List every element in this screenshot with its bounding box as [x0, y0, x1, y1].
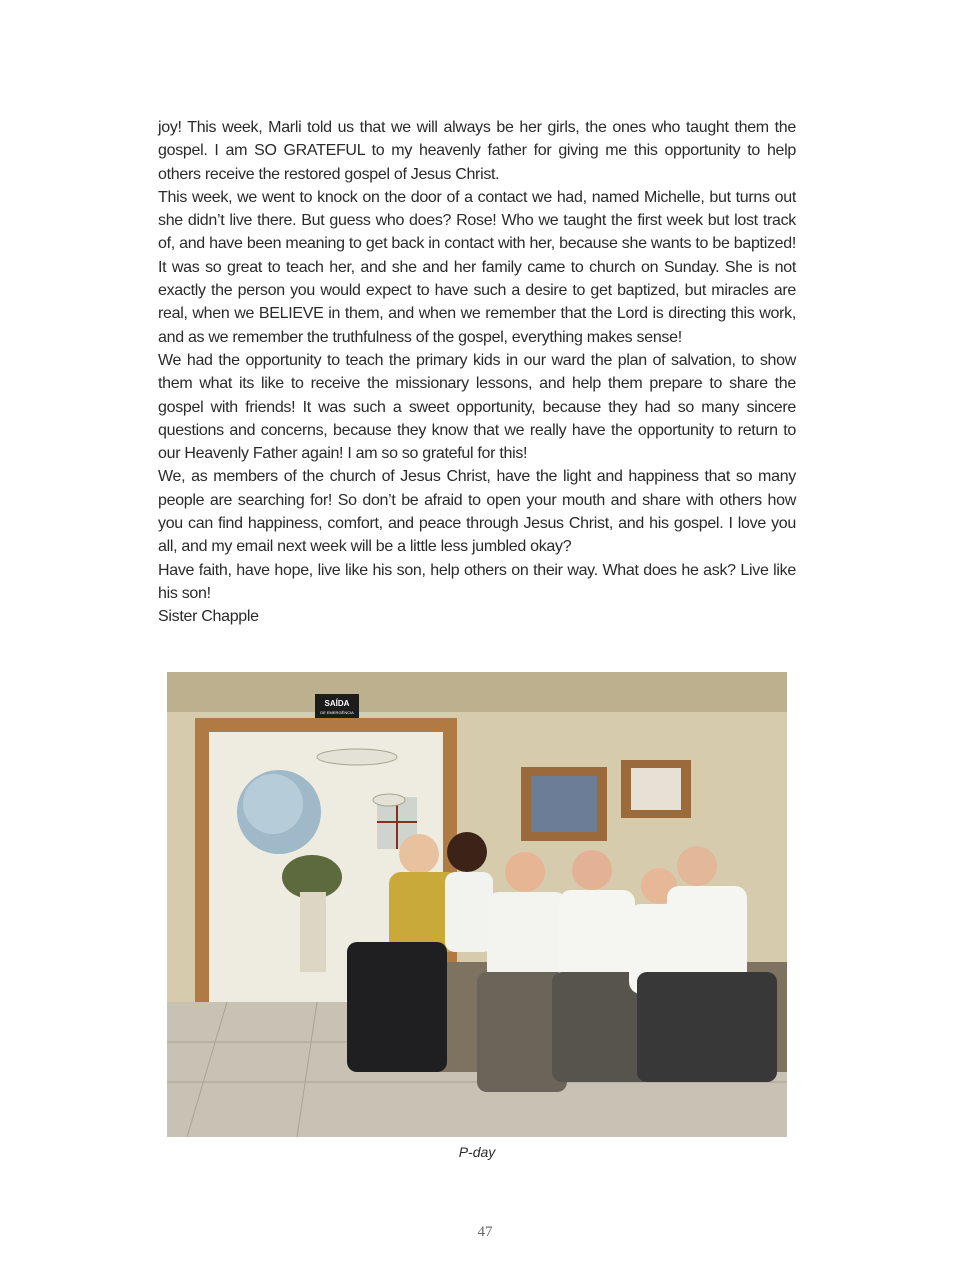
page-number: 47 — [477, 1224, 493, 1240]
signature: Sister Chapple — [158, 608, 259, 626]
paragraph: We, as members of the church of Jesus Christ, have the light and happiness that so many people are searching for! So don’t be afraid to open your mouth and share with others how you can find happiness, comfort, and peace through Jesus Christ, and his gospel. I love you all, and my email next week will be a little less jumbled okay? — [158, 468, 796, 556]
paragraph: We had the opportunity to teach the primary kids in our ward the plan of salvation, to show them what its like to receive the missionary lessons, and help them prepare to share the gospel with friends! It was such a sweet opportunity, because they had so many sincere questions and concerns, because they know that we really have the opportunity to return to our Heavenly Father again! I am so so grateful for this! — [158, 351, 796, 463]
paragraph: This week, we went to knock on the door of a contact we had, named Michelle, but turns out she didn’t live there. But guess who does? Rose! Who we taught the first week but lost track of, and have been meaning to get back in contact with her, because she wants to be baptized! It was so great to teach her, and she and her family came to church on Sunday. She is not exactly the person you would expect to have such a desire to get baptized, but miracles are real, when we BELIEVE in them, and when we remember that the Lord is directing this work, and as we remember the truthfulness of the gospel, everything makes sense! — [158, 188, 796, 346]
exit-sign-subtitle: DE EMERGÊNCIA — [320, 710, 354, 715]
group-photo — [167, 672, 787, 1137]
exit-sign-title: SAÍDA — [324, 699, 350, 708]
paragraph: joy! This week, Marli told us that we will always be her girls, the ones who taught them the gospel. I am SO GRATEFUL to my heavenly father for giving me this opportunity to help others receive the restored gospel of Jesus Christ. — [158, 119, 796, 183]
letter-body — [158, 116, 796, 629]
paragraph: Have faith, have hope, live like his son, help others on their way. What does he ask? Live like his son! — [158, 561, 796, 602]
photo-caption: P-day — [458, 1144, 496, 1160]
